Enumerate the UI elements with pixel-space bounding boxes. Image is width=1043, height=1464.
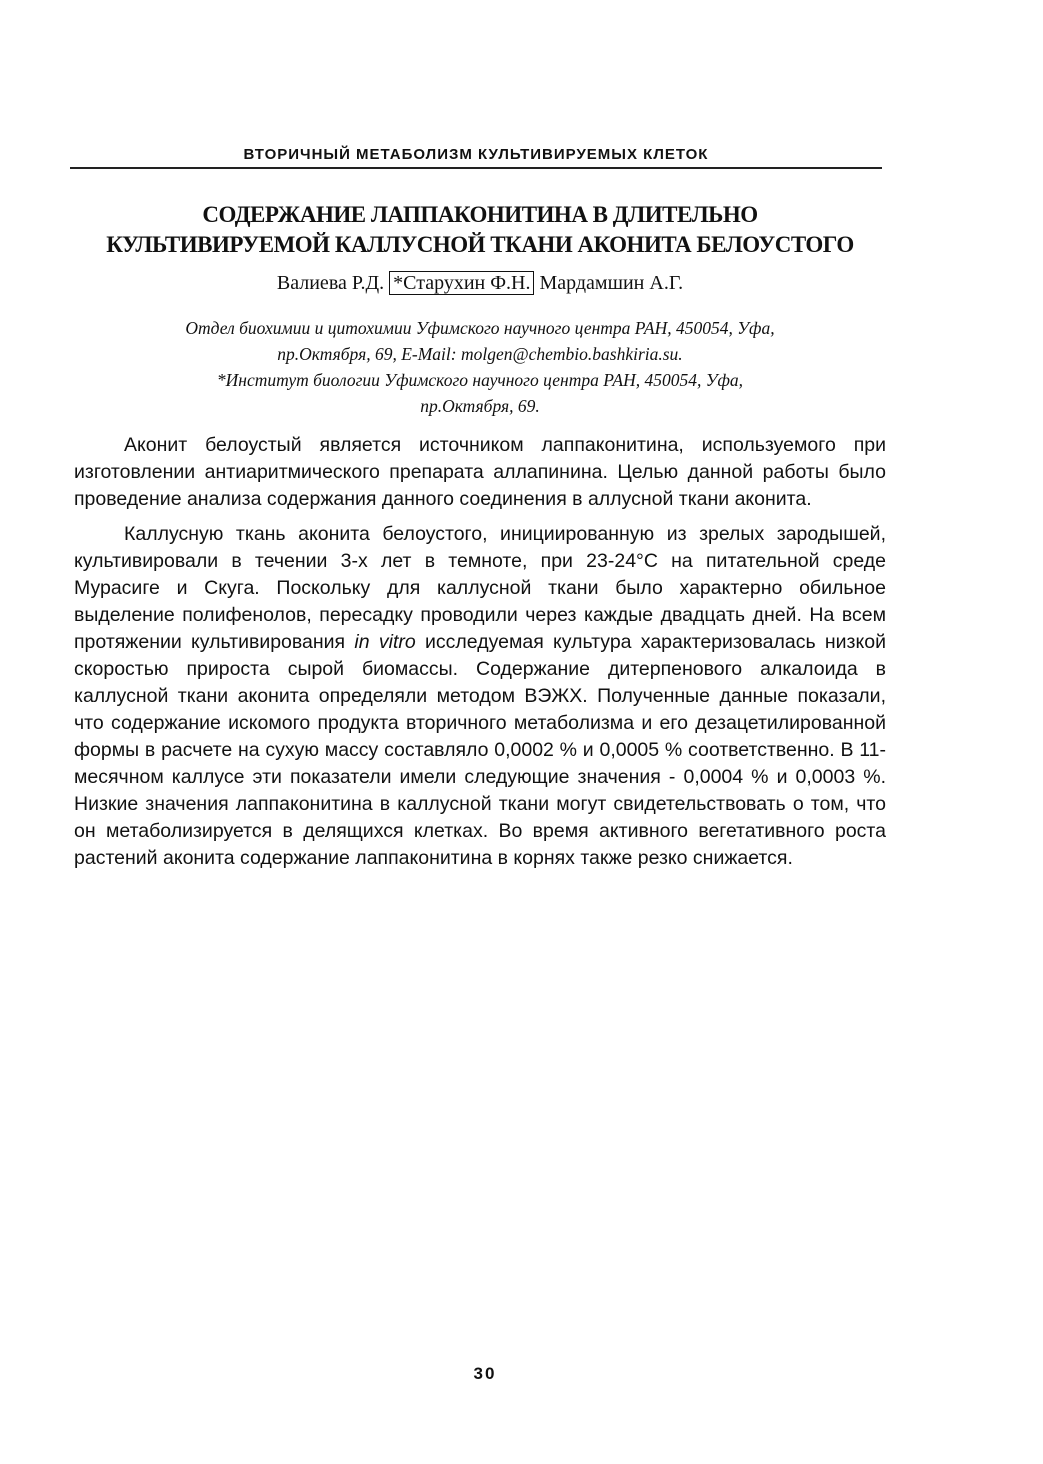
affiliation-line: Отдел биохимии и цитохимии Уфимского научного центра РАН, 450054, Уфа, — [185, 318, 775, 338]
title-line-2: КУЛЬТИВИРУЕМОЙ КАЛЛУСНОЙ ТКАНИ АКОНИТА БЕЛОУСТОГО — [106, 232, 854, 257]
affiliations — [80, 315, 880, 419]
paragraph-2-text-a: Каллусную ткань аконита белоустого, инициированную из зрелых зародышей, культивировали в течении 3-х лет в темноте, при 23-24°С на питательной среде Мурасиге и Скуга. Поскольку для каллусной ткани было характерно обильное выделение полифенолов, пересадку проводили через каждые двадцать дней. На всем протяжении культивирования — [74, 523, 886, 653]
affiliation-line: пр.Октября, 69. — [420, 396, 540, 416]
paragraph-intro: Аконит белоустый является источником лаппаконитина, используемого при изготовлении антиаритмического препарата аллапинина. Целью данной работы было проведение анализа содержания данного соединения в аллусной ткани аконита. — [74, 434, 886, 510]
paragraph-2-text-b: исследуемая культура характеризовалась низкой скоростью прироста сырой биомассы. Содержание дитерпенового алкалоида в каллусной ткани аконита определяли методом ВЭЖХ. Полученные данные показали, что содержание искомого продукта вторичного метаболизма и его дезацетилированной формы в расчете на сухую массу составляло 0,0002 % и 0,0005 % соответственно. В 11-месячном каллусе эти показатели имели следующие значения - 0,0004 % и 0,0003 %. Низкие значения лаппаконитина в каллусной ткани могут свидетельствовать о том, что он метаболизируется в делящихся клетках. Во время активного вегетативного роста растений аконита содержание лаппаконитина в корнях также резко снижается. — [74, 631, 886, 869]
paragraph-methods-results — [74, 521, 886, 872]
running-header: ВТОРИЧНЫЙ МЕТАБОЛИЗМ КУЛЬТИВИРУЕМЫХ КЛЕТОК — [70, 146, 882, 169]
title-line-1: СОДЕРЖАНИЕ ЛАППАКОНИТИНА В ДЛИТЕЛЬНО — [202, 202, 758, 227]
author-3: Мардамшин А.Г. — [539, 272, 684, 294]
affiliation-line: *Институт биологии Уфимского научного центра РАН, 450054, Уфа, — [216, 370, 744, 390]
article-body — [74, 432, 886, 872]
affiliation-line: пр.Октября, 69, E-Mail: molgen@chembio.bashkiria.su. — [277, 344, 683, 364]
article-title — [60, 200, 900, 260]
author-list — [60, 270, 900, 296]
author-2-boxed: *Старухин Ф.Н. — [389, 271, 534, 295]
in-vitro-term: in vitro — [354, 631, 416, 653]
author-1: Валиева Р.Д. — [276, 272, 385, 294]
page-number: 30 — [473, 1364, 497, 1383]
